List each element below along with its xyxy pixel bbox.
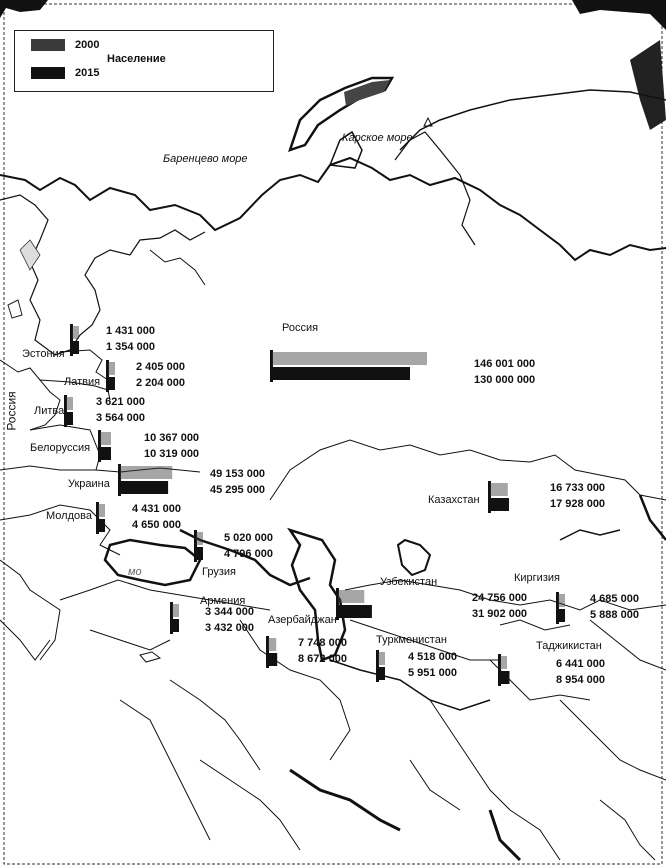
novaya-zemlya-shade xyxy=(344,80,390,106)
pop2015-armenia: 3 432 000 xyxy=(205,622,254,634)
pop2015-azerbaijan: 8 672 000 xyxy=(298,653,347,665)
legend-label-2000: 2000 xyxy=(75,39,100,51)
gydan-coast xyxy=(395,132,475,245)
mediterranean-coast xyxy=(90,630,170,650)
sea-label-kara: Карское море xyxy=(342,132,413,144)
country-label-russia: Россия xyxy=(282,322,319,334)
bar-2000-2 xyxy=(66,397,73,410)
pop2000-latvia: 2 405 000 xyxy=(136,361,185,373)
lake-balkhash xyxy=(560,530,620,540)
pop2015-russia: 130 000 000 xyxy=(474,374,536,386)
persian-gulf xyxy=(290,770,400,830)
pop2015-latvia: 2 204 000 xyxy=(136,377,185,389)
afghanistan-pakistan xyxy=(430,700,560,860)
side-label-russia: Россия xyxy=(4,391,19,431)
bar-2015-14 xyxy=(500,671,510,684)
legend-swatch-2000 xyxy=(31,39,65,51)
pop2015-ukraine: 45 295 000 xyxy=(210,484,266,496)
iraq-border xyxy=(170,680,260,770)
legend xyxy=(14,30,274,92)
bar-2015-10 xyxy=(490,498,509,511)
aral-sea xyxy=(398,540,430,575)
pop2015-tajikistan: 8 954 000 xyxy=(556,674,605,686)
black-sea xyxy=(105,540,200,585)
bar-2015-2 xyxy=(66,412,73,425)
pop2015-georgia: 4 796 000 xyxy=(224,548,273,560)
country-label-georgia: Грузия xyxy=(202,566,236,578)
greece xyxy=(0,620,50,660)
bar-2015-1 xyxy=(108,377,115,390)
country-label-estonia: Эстония xyxy=(22,348,65,360)
country-label-kyrgyzstan: Киргизия xyxy=(514,572,560,584)
bar-2000-11 xyxy=(338,590,364,603)
white-sea xyxy=(150,250,205,285)
bar-2000-0 xyxy=(72,326,79,339)
bar-2000-13 xyxy=(558,594,565,607)
country-label-tajikistan: Таджикистан xyxy=(536,640,602,652)
legend-swatch-2015 xyxy=(31,67,65,79)
india-coast xyxy=(490,810,520,860)
country-label-moldova: Молдова xyxy=(46,510,92,522)
country-label-kazakhstan: Казахстан xyxy=(428,494,480,506)
pop2000-uzbekistan: 24 756 000 xyxy=(472,592,528,604)
corner-smudge-tl xyxy=(0,0,48,18)
pop2015-turkmenistan: 5 951 000 xyxy=(408,667,457,679)
pop2000-azerbaijan: 7 748 000 xyxy=(298,637,347,649)
pop2015-kyrgyzstan: 5 888 000 xyxy=(590,609,639,621)
balkans xyxy=(0,560,60,660)
pop2000-kazakhstan: 16 733 000 xyxy=(550,482,606,494)
bar-2015-0 xyxy=(72,341,79,354)
legend-label-2015: 2015 xyxy=(75,67,100,79)
lake xyxy=(20,240,40,270)
pop2000-tajikistan: 6 441 000 xyxy=(556,658,605,670)
corner-smudge-tr xyxy=(572,0,666,30)
pop2000-lithuania: 3 621 000 xyxy=(96,396,145,408)
bar-2015-5 xyxy=(98,519,105,532)
taymyr-coast xyxy=(400,90,666,150)
pop2000-kyrgyzstan: 4 685 000 xyxy=(590,593,639,605)
bar-2015-6 xyxy=(196,547,203,560)
country-label-turkmenistan: Туркменистан xyxy=(376,634,447,646)
country-label-ukraine: Украина xyxy=(68,478,110,490)
pop2000-armenia: 3 344 000 xyxy=(205,606,254,618)
bar-2000-3 xyxy=(100,432,111,445)
bar-2015-12 xyxy=(378,667,385,680)
india-border xyxy=(560,700,666,780)
levant xyxy=(120,700,210,840)
bar-2000-5 xyxy=(98,504,105,517)
country-label-azerbaijan: Азербайджан xyxy=(268,614,337,626)
pop2015-lithuania: 3 564 000 xyxy=(96,412,145,424)
pop2015-kazakhstan: 17 928 000 xyxy=(550,498,606,510)
pop2000-ukraine: 49 153 000 xyxy=(210,468,266,480)
bar-2015-13 xyxy=(558,609,565,622)
country-label-latvia: Латвия xyxy=(64,376,101,388)
country-label-armenia: Армения xyxy=(200,595,246,607)
country-label-uzbekistan: Узбекистан xyxy=(380,576,438,588)
pop2015-uzbekistan: 31 902 000 xyxy=(472,608,528,620)
china-south xyxy=(600,800,655,860)
sea-label-black-fragment: мо xyxy=(128,566,142,578)
kazakhstan-north-border xyxy=(270,440,666,500)
legend-title: Население xyxy=(107,53,166,65)
pop2000-georgia: 5 020 000 xyxy=(224,532,273,544)
edge-smudge-r xyxy=(630,40,666,130)
country-label-lithuania: Литва xyxy=(34,405,65,417)
pop2000-belarus: 10 367 000 xyxy=(144,432,200,444)
sea-label-barents: Баренцево море xyxy=(163,153,248,165)
pop2015-estonia: 1 354 000 xyxy=(106,341,155,353)
bar-2000-4 xyxy=(120,466,172,479)
bar-2000-6 xyxy=(196,532,203,545)
arctic-coastline xyxy=(0,158,666,260)
bar-2015-7 xyxy=(172,619,179,632)
scandinavia-coast xyxy=(0,195,205,355)
pakistan-border xyxy=(410,760,460,810)
bar-2015-11 xyxy=(338,605,372,618)
gotland xyxy=(8,300,22,318)
bar-2015-8 xyxy=(268,653,277,666)
pop2015-moldova: 4 650 000 xyxy=(132,519,181,531)
bar-2000-8 xyxy=(268,638,276,651)
pop2000-russia: 146 001 000 xyxy=(474,358,536,370)
pop2000-moldova: 4 431 000 xyxy=(132,503,181,515)
bar-2015-9 xyxy=(272,367,410,380)
bar-2000-12 xyxy=(378,652,385,665)
pop2015-belarus: 10 319 000 xyxy=(144,448,200,460)
bar-2015-3 xyxy=(100,447,111,460)
bar-2015-4 xyxy=(120,481,168,494)
country-label-belarus: Белоруссия xyxy=(30,442,91,454)
pop2000-estonia: 1 431 000 xyxy=(106,325,155,337)
bar-2000-14 xyxy=(500,656,507,669)
pop2000-turkmenistan: 4 518 000 xyxy=(408,651,457,663)
bar-2000-10 xyxy=(490,483,508,496)
arabian-coast xyxy=(200,760,300,850)
bar-2000-1 xyxy=(108,362,115,375)
cyprus xyxy=(140,652,160,662)
bar-2000-7 xyxy=(172,604,179,617)
bar-2000-9 xyxy=(272,352,427,365)
